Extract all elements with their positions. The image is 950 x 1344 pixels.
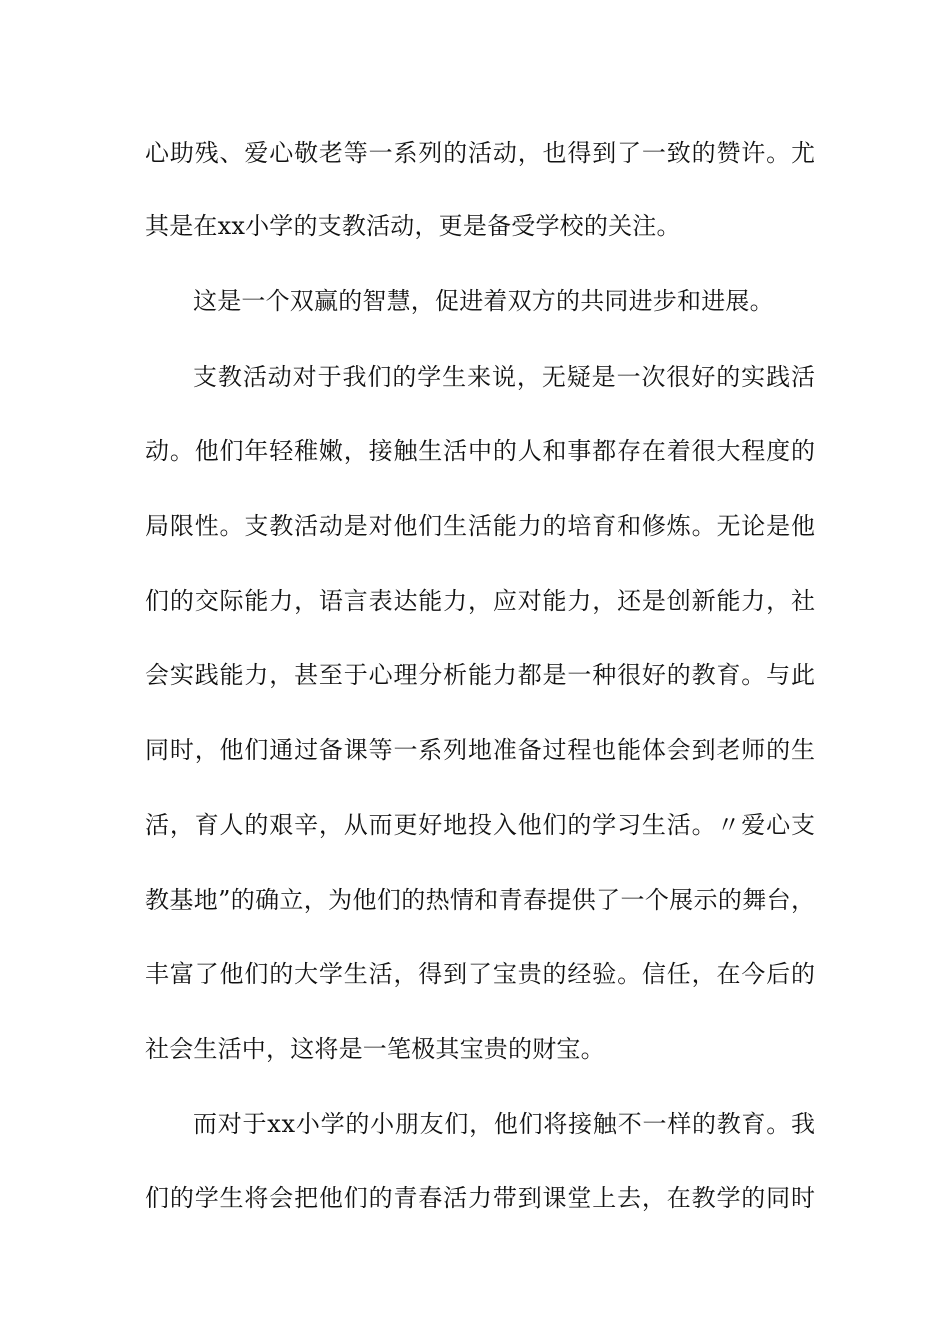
text-line: 心助残、爱心敬老等一系列的活动，也得到了一致的赞许。尤 (145, 139, 816, 167)
text-line: 们的交际能力，语言表达能力，应对能力，还是创新能力，社 (145, 587, 816, 615)
text-line: 活，育人的艰辛，从而更好地投入他们的学习生活。〃爱心支 (145, 811, 816, 839)
text-line: 们的学生将会把他们的青春活力带到课堂上去，在教学的同时 (145, 1184, 816, 1212)
text-line: 动。他们年轻稚嫩，接触生活中的人和事都存在着很大程度的 (145, 437, 816, 465)
text-line: 会实践能力，甚至于心理分析能力都是一种很好的教育。与此 (145, 661, 816, 689)
text-line: 同时，他们通过备课等一系列地准备过程也能体会到老师的生 (145, 736, 816, 764)
text-line: 局限性。支教活动是对他们生活能力的培育和修炼。无论是他 (145, 512, 816, 540)
text-line: 社会生活中，这将是一笔极其宝贵的财宝。 (145, 1035, 605, 1063)
text-line: 其是在xx小学的支教活动，更是备受学校的关注。 (145, 212, 681, 240)
paragraph-start-line: 而对于xx小学的小朋友们，他们将接触不一样的教育。我 (193, 1110, 816, 1138)
paragraph-start-line: 这是一个双赢的智慧，促进着双方的共同进步和进展。 (193, 287, 774, 315)
text-line: 教基地”的确立，为他们的热情和青春提供了一个展示的舞台， (145, 886, 816, 914)
paragraph-start-line: 支教活动对于我们的学生来说，无疑是一次很好的实践活 (193, 363, 816, 391)
text-line: 丰富了他们的大学生活，得到了宝贵的经验。信任，在今后的 (145, 960, 816, 988)
